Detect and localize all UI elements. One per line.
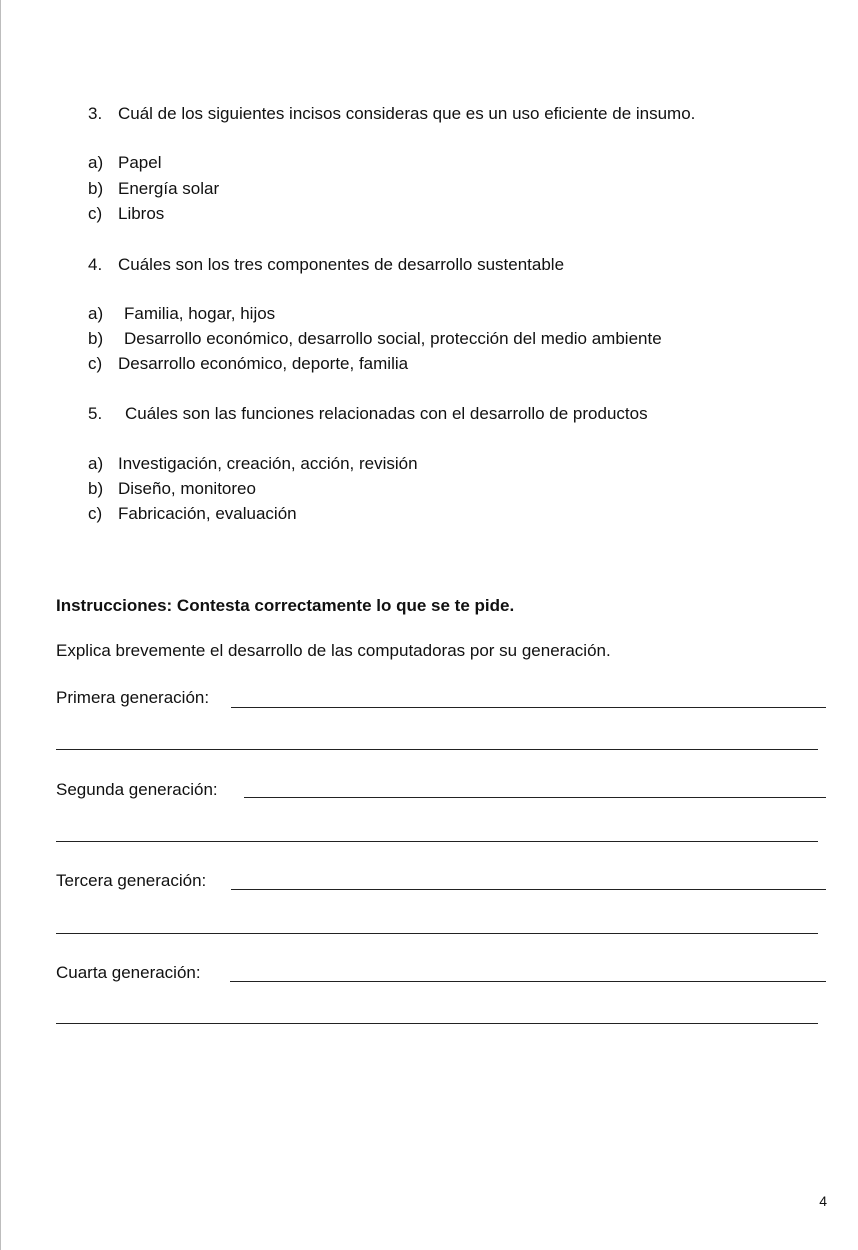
option-letter: b): [88, 329, 104, 348]
answer-line[interactable]: [56, 841, 818, 842]
answer-line[interactable]: [56, 749, 818, 750]
option-3a: [88, 153, 162, 173]
option-3c: [88, 204, 165, 224]
answer-line[interactable]: [56, 1023, 818, 1024]
question-3: [88, 104, 696, 124]
generation-label-1: Primera generación:: [56, 688, 210, 707]
question-number: 3.: [88, 104, 103, 123]
option-3b: [88, 179, 220, 199]
answer-line[interactable]: [244, 797, 826, 798]
generation-label-2: Segunda generación:: [56, 780, 218, 799]
option-letter: a): [88, 304, 104, 323]
option-letter: c): [88, 504, 103, 523]
option-letter: c): [88, 204, 103, 223]
question-text: Cuáles son las funciones relacionadas con el desarrollo de productos: [125, 404, 648, 423]
option-5b: [88, 479, 256, 499]
page-edge: [0, 0, 1, 1250]
option-text: Energía solar: [118, 179, 220, 198]
option-text: Fabricación, evaluación: [118, 504, 297, 523]
option-text: Familia, hogar, hijos: [124, 304, 276, 323]
option-4c: [88, 354, 409, 374]
question-text: Cuáles son los tres componentes de desarrollo sustentable: [118, 255, 565, 274]
option-letter: b): [88, 179, 104, 198]
option-5a: [88, 454, 418, 474]
option-letter: c): [88, 354, 103, 373]
question-number: 5.: [88, 404, 103, 423]
option-text: Desarrollo económico, desarrollo social, protección del medio ambiente: [124, 329, 662, 348]
option-text: Libros: [118, 204, 165, 223]
page-number: 4: [819, 1193, 827, 1209]
option-text: Papel: [118, 153, 162, 172]
instructions-heading: Instrucciones: Contesta correctamente lo que se te pide.: [56, 596, 515, 615]
question-text: Cuál de los siguientes incisos consideras que es un uso eficiente de insumo.: [118, 104, 696, 123]
instructions-prompt: Explica brevemente el desarrollo de las computadoras por su generación.: [56, 641, 611, 660]
option-text: Desarrollo económico, deporte, familia: [118, 354, 409, 373]
generation-label-3: Tercera generación:: [56, 871, 207, 890]
answer-line[interactable]: [231, 889, 826, 890]
option-text: Diseño, monitoreo: [118, 479, 256, 498]
option-5c: [88, 504, 297, 524]
answer-line[interactable]: [231, 707, 826, 708]
option-4a: [88, 304, 276, 324]
answer-line[interactable]: [56, 933, 818, 934]
question-5: [88, 404, 648, 424]
option-4b: [88, 329, 662, 349]
generation-label-4: Cuarta generación:: [56, 963, 201, 982]
option-text: Investigación, creación, acción, revisión: [118, 454, 418, 473]
question-number: 4.: [88, 255, 103, 274]
question-4: [88, 255, 565, 275]
option-letter: a): [88, 153, 104, 172]
option-letter: b): [88, 479, 104, 498]
answer-line[interactable]: [230, 981, 826, 982]
option-letter: a): [88, 454, 104, 473]
